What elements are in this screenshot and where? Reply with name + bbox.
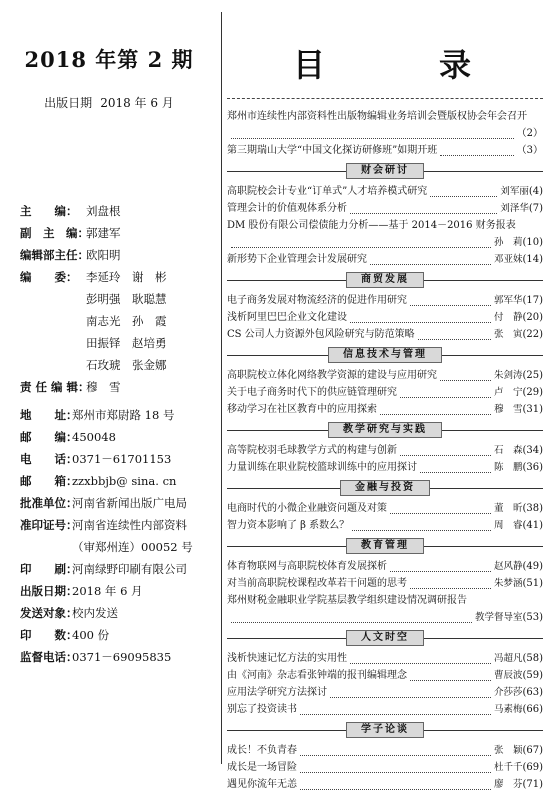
- toc-entry[interactable]: [227, 142, 543, 159]
- staff-label: 编 委：: [20, 270, 78, 284]
- info-label: 电 话：: [20, 452, 78, 466]
- info-value: 河南省连续性内部资料: [72, 518, 187, 532]
- info-value: 0371－69095835: [72, 650, 172, 664]
- column-divider: [221, 12, 222, 764]
- toc-entry[interactable]: [227, 650, 543, 667]
- entry-author: 廖 芬: [493, 779, 523, 790]
- entry-author: 孙 莉: [493, 237, 523, 248]
- entry-page: (22): [522, 329, 543, 340]
- section-header: [227, 478, 543, 498]
- staff-row: [20, 354, 167, 376]
- info-label: 发送对象：: [20, 606, 78, 620]
- issue-title: 2018 年第 2 期: [24, 47, 194, 72]
- staff-value: 彭明强 耿聪慧: [86, 292, 167, 306]
- leader-dots: [330, 688, 491, 698]
- entry-author: 陈 鹏: [493, 462, 523, 473]
- info-row: [20, 470, 193, 492]
- info-value: 河南绿野印刷有限公司: [72, 562, 187, 576]
- entry-author: 马素梅: [493, 704, 523, 715]
- staff-label: 主 编：: [20, 204, 78, 218]
- info-row: [20, 448, 193, 470]
- entry-title[interactable]: 移动学习在社区教育中的应用探索: [227, 404, 377, 415]
- toc-entry[interactable]: [227, 776, 543, 793]
- toc-entry[interactable]: [227, 367, 543, 384]
- entry-page: (31): [522, 404, 543, 415]
- toc-entry[interactable]: [227, 292, 543, 309]
- toc-entry[interactable]: [227, 592, 543, 609]
- staff-value: 穆 雪: [86, 380, 121, 394]
- toc-entry[interactable]: [227, 200, 543, 217]
- entry-author: 刘军丽: [500, 186, 529, 197]
- leader-dots: [300, 705, 491, 715]
- entry-title[interactable]: 电商时代的小微企业融资问题及对策: [227, 503, 387, 514]
- editorial-staff: [20, 200, 167, 398]
- entry-author: 朱剑涛: [493, 370, 523, 381]
- leader-dots: [370, 255, 491, 265]
- section-title: 教育管理: [346, 538, 424, 554]
- info-row: [20, 580, 193, 602]
- entry-title[interactable]: 对当前高职院校课程改革若干问题的思考: [227, 578, 407, 589]
- info-row: [20, 536, 193, 558]
- info-row: [20, 492, 193, 514]
- entry-title[interactable]: 由《河南》杂志看张钟端的报刊编辑理念: [227, 670, 407, 681]
- staff-label: 副 主 编：: [20, 226, 89, 240]
- entry-title[interactable]: 智力资本影响了 β 系数么？: [227, 520, 350, 531]
- info-value: 2018 年 6 月: [72, 584, 143, 598]
- leader-dots: [380, 405, 491, 415]
- entry-author: 董 昕: [493, 503, 523, 514]
- info-row: [20, 514, 193, 536]
- publication-info: [20, 404, 193, 668]
- toc-entry[interactable]: [227, 183, 543, 200]
- entry-page: (38): [522, 503, 543, 514]
- masthead-column: [0, 0, 218, 775]
- toc-entry[interactable]: [227, 401, 543, 418]
- info-value: （审郑州连）00052 号: [72, 540, 193, 554]
- entry-page: (58): [522, 653, 543, 664]
- toc-heading-char-1: 目: [293, 46, 326, 84]
- staff-value: 郭建军: [86, 226, 121, 240]
- info-row: [20, 426, 193, 448]
- info-label: 印 数：: [20, 628, 78, 642]
- leader-dots: [400, 388, 491, 398]
- entry-title[interactable]: 成长是一场冒险: [227, 762, 297, 773]
- entry-title[interactable]: 浅析快速记忆方法的实用性: [227, 653, 347, 664]
- entry-title[interactable]: 管理会计的价值观体系分析: [227, 203, 347, 214]
- entry-page: (14): [522, 254, 543, 265]
- staff-row: [20, 376, 167, 398]
- entry-author: 郭军华: [493, 295, 523, 306]
- toc-entry[interactable]: [227, 759, 543, 776]
- toc-entry[interactable]: [227, 384, 543, 401]
- section-title: 教学研究与实践: [328, 422, 442, 438]
- entry-page: （3）: [516, 145, 543, 156]
- table-of-contents: [227, 0, 543, 790]
- entry-author: 卢 宁: [493, 387, 523, 398]
- entry-title[interactable]: 高等院校羽毛球教学方式的构建与创新: [227, 445, 397, 456]
- pubdate-value: 2018 年 6 月: [100, 96, 174, 110]
- info-label: 印 刷：: [20, 562, 78, 576]
- info-value: 400 份: [72, 628, 110, 642]
- entry-title[interactable]: 第三期瑞山大学“中国文化探访研修班”如期开班: [227, 145, 438, 156]
- info-label: 邮 箱：: [20, 474, 78, 488]
- staff-value: 石玫琥 张金娜: [86, 358, 167, 372]
- entry-title[interactable]: 体育物联网与高职院校体育发展探析: [227, 561, 387, 572]
- entry-author: 朱梦涵: [493, 578, 523, 589]
- section-header: [227, 161, 543, 181]
- entry-author: 邓亚妹: [493, 254, 523, 265]
- entry-page: (53): [522, 612, 543, 623]
- info-label: 批准单位：: [20, 496, 78, 510]
- entry-author: 张 颖: [493, 745, 523, 756]
- info-label: 监督电话：: [20, 650, 78, 664]
- info-value: zzxbbjb@ sina. cn: [72, 474, 177, 488]
- entry-page: (67): [522, 745, 543, 756]
- entry-page: (63): [522, 687, 543, 698]
- entry-page: (17): [522, 295, 543, 306]
- entry-author: 冯超凡: [493, 653, 523, 664]
- section-header: [227, 536, 543, 556]
- toc-entry[interactable]: [227, 442, 543, 459]
- toc-entry[interactable]: [227, 701, 543, 718]
- info-value: 郑州市郑尉路 18 号: [72, 408, 175, 422]
- entry-page: (59): [522, 670, 543, 681]
- staff-row: [20, 244, 167, 266]
- leader-dots: [300, 780, 491, 790]
- entry-author: 张 寅: [493, 329, 523, 340]
- info-value: 450048: [72, 430, 116, 444]
- entry-author: 曹辰波: [493, 670, 523, 681]
- entry-title[interactable]: 郑州财税金融职业学院基层教学组织建设情况调研报告: [227, 595, 467, 606]
- section-title: 人文时空: [346, 630, 424, 646]
- leader-dots: [410, 671, 491, 681]
- entry-page: (71): [522, 779, 543, 790]
- leader-dots: [350, 313, 491, 323]
- pubdate-label: 出版日期: [44, 96, 93, 110]
- entry-page: (29): [522, 387, 543, 398]
- entry-page: (10): [522, 237, 543, 248]
- entry-title[interactable]: 新形势下企业管理会计发展研究: [227, 254, 367, 265]
- entry-page: (41): [522, 520, 543, 531]
- info-row: [20, 646, 193, 668]
- staff-label: 责 任 编 辑：: [20, 380, 90, 394]
- entry-page: (69): [522, 762, 543, 773]
- entry-author: 穆 雪: [493, 404, 523, 415]
- entry-title[interactable]: CS 公司人力资源外包风险研究与防范策略: [227, 329, 415, 340]
- staff-value: 刘盘根: [86, 204, 121, 218]
- staff-value: 南志光 孙 霞: [86, 314, 167, 328]
- entry-page: (51): [522, 578, 543, 589]
- leader-dots: [231, 238, 491, 248]
- entry-page: (66): [522, 704, 543, 715]
- toc-entry-continuation: [227, 125, 543, 142]
- leader-dots: [231, 129, 514, 139]
- entry-title[interactable]: DM 股份有限公司偿债能力分析——基于 2014－2016 财务报表: [227, 220, 516, 231]
- entry-title[interactable]: 浅析阿里巴巴企业文化建设: [227, 312, 347, 323]
- toc-heading-char-2: 录: [439, 46, 472, 84]
- leader-dots: [440, 146, 513, 156]
- info-value: 河南省新闻出版广电局: [72, 496, 187, 510]
- staff-label: 编辑部主任：: [20, 248, 89, 262]
- entry-page: (34): [522, 445, 543, 456]
- leader-dots: [231, 613, 472, 623]
- toc-entry[interactable]: [227, 500, 543, 517]
- entry-title[interactable]: 高职院校立体化网络教学资源的建设与应用研究: [227, 370, 437, 381]
- entry-author: 教学督导室: [474, 612, 523, 623]
- entry-title[interactable]: 应用法学研究方法探讨: [227, 687, 327, 698]
- toc-entries: [227, 108, 543, 793]
- entry-author: 杜千千: [493, 762, 523, 773]
- leader-dots: [430, 187, 497, 197]
- info-row: [20, 558, 193, 580]
- info-row: [20, 602, 193, 624]
- toc-entry[interactable]: [227, 558, 543, 575]
- toc-entry[interactable]: [227, 575, 543, 592]
- toc-entry[interactable]: [227, 251, 543, 268]
- entry-page: (4): [528, 186, 543, 197]
- staff-row: [20, 310, 167, 332]
- entry-page: (20): [522, 312, 543, 323]
- info-label: 邮 编：: [20, 430, 78, 444]
- info-row: [20, 624, 193, 646]
- heading-divider: [227, 98, 543, 99]
- staff-row: [20, 222, 167, 244]
- toc-entry[interactable]: [227, 517, 543, 534]
- leader-dots: [350, 654, 491, 664]
- staff-row: [20, 332, 167, 354]
- info-value: 0371－61701153: [72, 452, 172, 466]
- leader-dots: [410, 296, 491, 306]
- staff-value: 李延玲 谢 彬: [86, 270, 167, 284]
- toc-entry-continuation: [227, 234, 543, 251]
- staff-row: [20, 200, 167, 222]
- staff-row: [20, 266, 167, 288]
- toc-entry[interactable]: [227, 217, 543, 234]
- section-title: 学子论谈: [346, 722, 424, 738]
- entry-page: (36): [522, 462, 543, 473]
- section-title: 金融与投资: [340, 480, 430, 496]
- entry-page: (7): [528, 203, 543, 214]
- info-label: 准印证号：: [20, 518, 78, 532]
- entry-author: 赵风静: [493, 561, 523, 572]
- toc-entry[interactable]: [227, 667, 543, 684]
- entry-title[interactable]: 成长！不负青春: [227, 745, 297, 756]
- toc-entry[interactable]: [227, 309, 543, 326]
- entry-author: 付 静: [493, 312, 523, 323]
- entry-title[interactable]: 电子商务发展对物流经济的促进作用研究: [227, 295, 407, 306]
- toc-entry[interactable]: [227, 108, 543, 125]
- entry-title[interactable]: 关于电子商务时代下的供应链管理研究: [227, 387, 397, 398]
- info-label: 地 址：: [20, 408, 78, 422]
- leader-dots: [418, 330, 491, 340]
- section-header: [227, 270, 543, 290]
- entry-page: (25): [522, 370, 543, 381]
- leader-dots: [390, 562, 491, 572]
- staff-value: 欧阳明: [86, 248, 121, 262]
- leader-dots: [300, 746, 491, 756]
- info-label: 出版日期：: [20, 584, 78, 598]
- section-title: 信息技术与管理: [328, 347, 442, 363]
- entry-title[interactable]: 高职院校会计专业“订单式”人才培养模式研究: [227, 186, 428, 197]
- entry-author: 石 森: [493, 445, 523, 456]
- entry-title[interactable]: 力量训练在职业院校篮球训练中的应用探讨: [227, 462, 417, 473]
- info-value: 校内发送: [72, 606, 118, 620]
- toc-entry[interactable]: [227, 326, 543, 343]
- leader-dots: [440, 371, 491, 381]
- leader-dots: [350, 204, 497, 214]
- entry-title[interactable]: 遇见你流年无恙: [227, 779, 297, 790]
- entry-author: 刘泽华: [500, 203, 529, 214]
- leader-dots: [410, 579, 491, 589]
- section-header: [227, 420, 543, 440]
- section-header: [227, 720, 543, 740]
- toc-entry[interactable]: [227, 684, 543, 701]
- leader-dots: [390, 504, 491, 514]
- publication-date: [0, 94, 218, 111]
- leader-dots: [300, 763, 491, 773]
- section-header: [227, 628, 543, 648]
- section-header: [227, 345, 543, 365]
- leader-dots: [352, 521, 491, 531]
- staff-value: 田振铎 赵培勇: [86, 336, 167, 350]
- entry-title[interactable]: 郑州市连续性内部资料性出版物编辑业务培训会暨版权协会年会召开: [227, 111, 527, 122]
- toc-entry-continuation: [227, 609, 543, 626]
- staff-row: [20, 288, 167, 310]
- toc-entry[interactable]: [227, 742, 543, 759]
- entry-author: 周 睿: [493, 520, 523, 531]
- leader-dots: [400, 446, 491, 456]
- entry-page: (49): [522, 561, 543, 572]
- entry-author: 介莎莎: [493, 687, 523, 698]
- entry-title[interactable]: 别忘了投资读书: [227, 704, 297, 715]
- entry-page: （2）: [516, 128, 543, 139]
- section-title: 财会研讨: [346, 163, 424, 179]
- section-title: 商贸发展: [346, 272, 424, 288]
- info-row: [20, 404, 193, 426]
- toc-heading: [227, 40, 543, 84]
- toc-entry[interactable]: [227, 459, 543, 476]
- leader-dots: [420, 463, 491, 473]
